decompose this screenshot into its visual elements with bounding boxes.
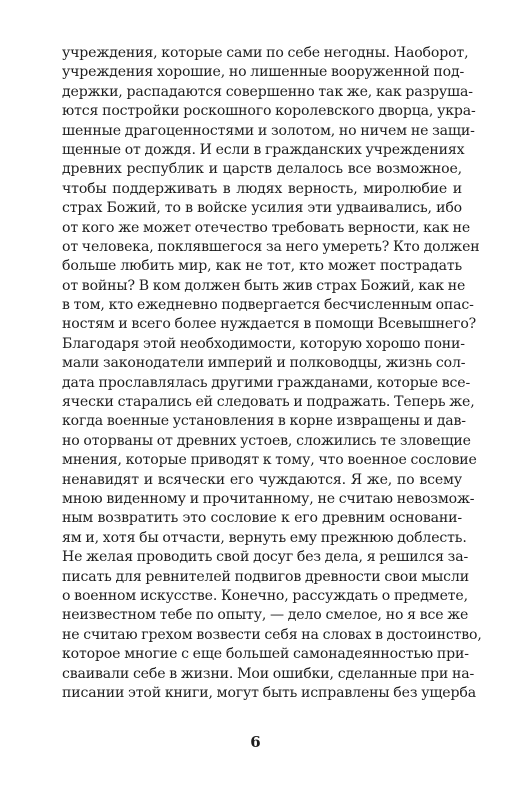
text-line: дата прославлялась другими гражданами, которые все- <box>62 374 471 391</box>
text-line: не считаю грехом возвести себя на словах в достоинство, <box>62 626 482 643</box>
text-line: учреждения хорошие, но лишенные вооруженной под- <box>62 64 465 81</box>
text-line: неизвестном тебе по опыту, — дело смелое, но я все же <box>62 607 469 624</box>
text-line: учреждения, которые сами по себе негодны. Наоборот, <box>62 45 469 61</box>
text-line: щенные от дождя. И если в гражданских учреждениях <box>62 141 465 158</box>
text-line: когда военные установления в корне извращены и дав- <box>62 413 466 430</box>
text-line: сваивали себе в жизни. Мои ошибки, сделанные при на- <box>62 665 475 682</box>
text-line: Не желая проводить свой досуг без дела, я решился за- <box>62 549 469 566</box>
text-line: ячески старались ей следовать и подражать. Теперь же, <box>62 394 475 411</box>
text-line: ям и, хотя бы отчасти, вернуть ему прежнюю доблесть. <box>62 529 467 546</box>
text-line: страх Божий, то в войске усилия эти удваивались, ибо <box>62 200 462 217</box>
text-line: от кого же может отечество требовать верности, как не <box>62 219 471 236</box>
text-line: от человека, поклявшегося за него умереть? Кто должен <box>62 238 480 255</box>
body-text <box>62 44 482 703</box>
text-line: ностям и всего более нуждается в помощи Всевышнего? <box>62 316 477 333</box>
text-line: чтобы поддерживать в людях верность, миролюбие и <box>62 180 462 197</box>
text-line: больше любить мир, как не тот, кто может пострадать <box>62 258 462 275</box>
text-line: древних республик и царств делалось все возможное, <box>62 161 462 178</box>
page-number: 6 <box>250 733 261 751</box>
page-body <box>62 44 482 703</box>
text-line: ным возвратить это сословие к его древним основани- <box>62 510 462 527</box>
text-line: мали законодатели империй и полководцы, жизнь сол- <box>62 355 466 372</box>
text-line: мнения, которые приводят к тому, что военное сословие <box>62 452 477 469</box>
text-line: но оторваны от древних устоев, сложились те зловещие <box>62 432 471 449</box>
text-line: в том, кто ежедневно подвергается бесчисленным опас- <box>62 297 474 314</box>
text-line: шенные драгоценностями и золотом, но ничем не защи- <box>62 122 475 139</box>
text-line: писать для ревнителей подвигов древности свои мысли <box>62 568 469 585</box>
text-line: Благодаря этой необходимости, которую хорошо пони- <box>62 335 465 352</box>
text-line: ются постройки роскошного королевского дворца, укра- <box>62 103 476 120</box>
text-line: от войны? В ком должен быть жив страх Божий, как не <box>62 277 466 294</box>
text-line: о военном искусстве. Конечно, рассуждать о предмете, <box>62 587 468 604</box>
text-line: ненавидят и всячески его чуждаются. Я же, по всему <box>62 471 462 488</box>
text-line: держки, распадаются совершенно так же, как разруша- <box>62 83 473 100</box>
text-line: писании этой книги, могут быть исправлены без ущерба <box>62 684 476 701</box>
text-line: которое многие с еще большей самонадеянностью при- <box>62 646 469 663</box>
text-line: мною виденному и прочитанному, не считаю невозмож- <box>62 490 475 507</box>
